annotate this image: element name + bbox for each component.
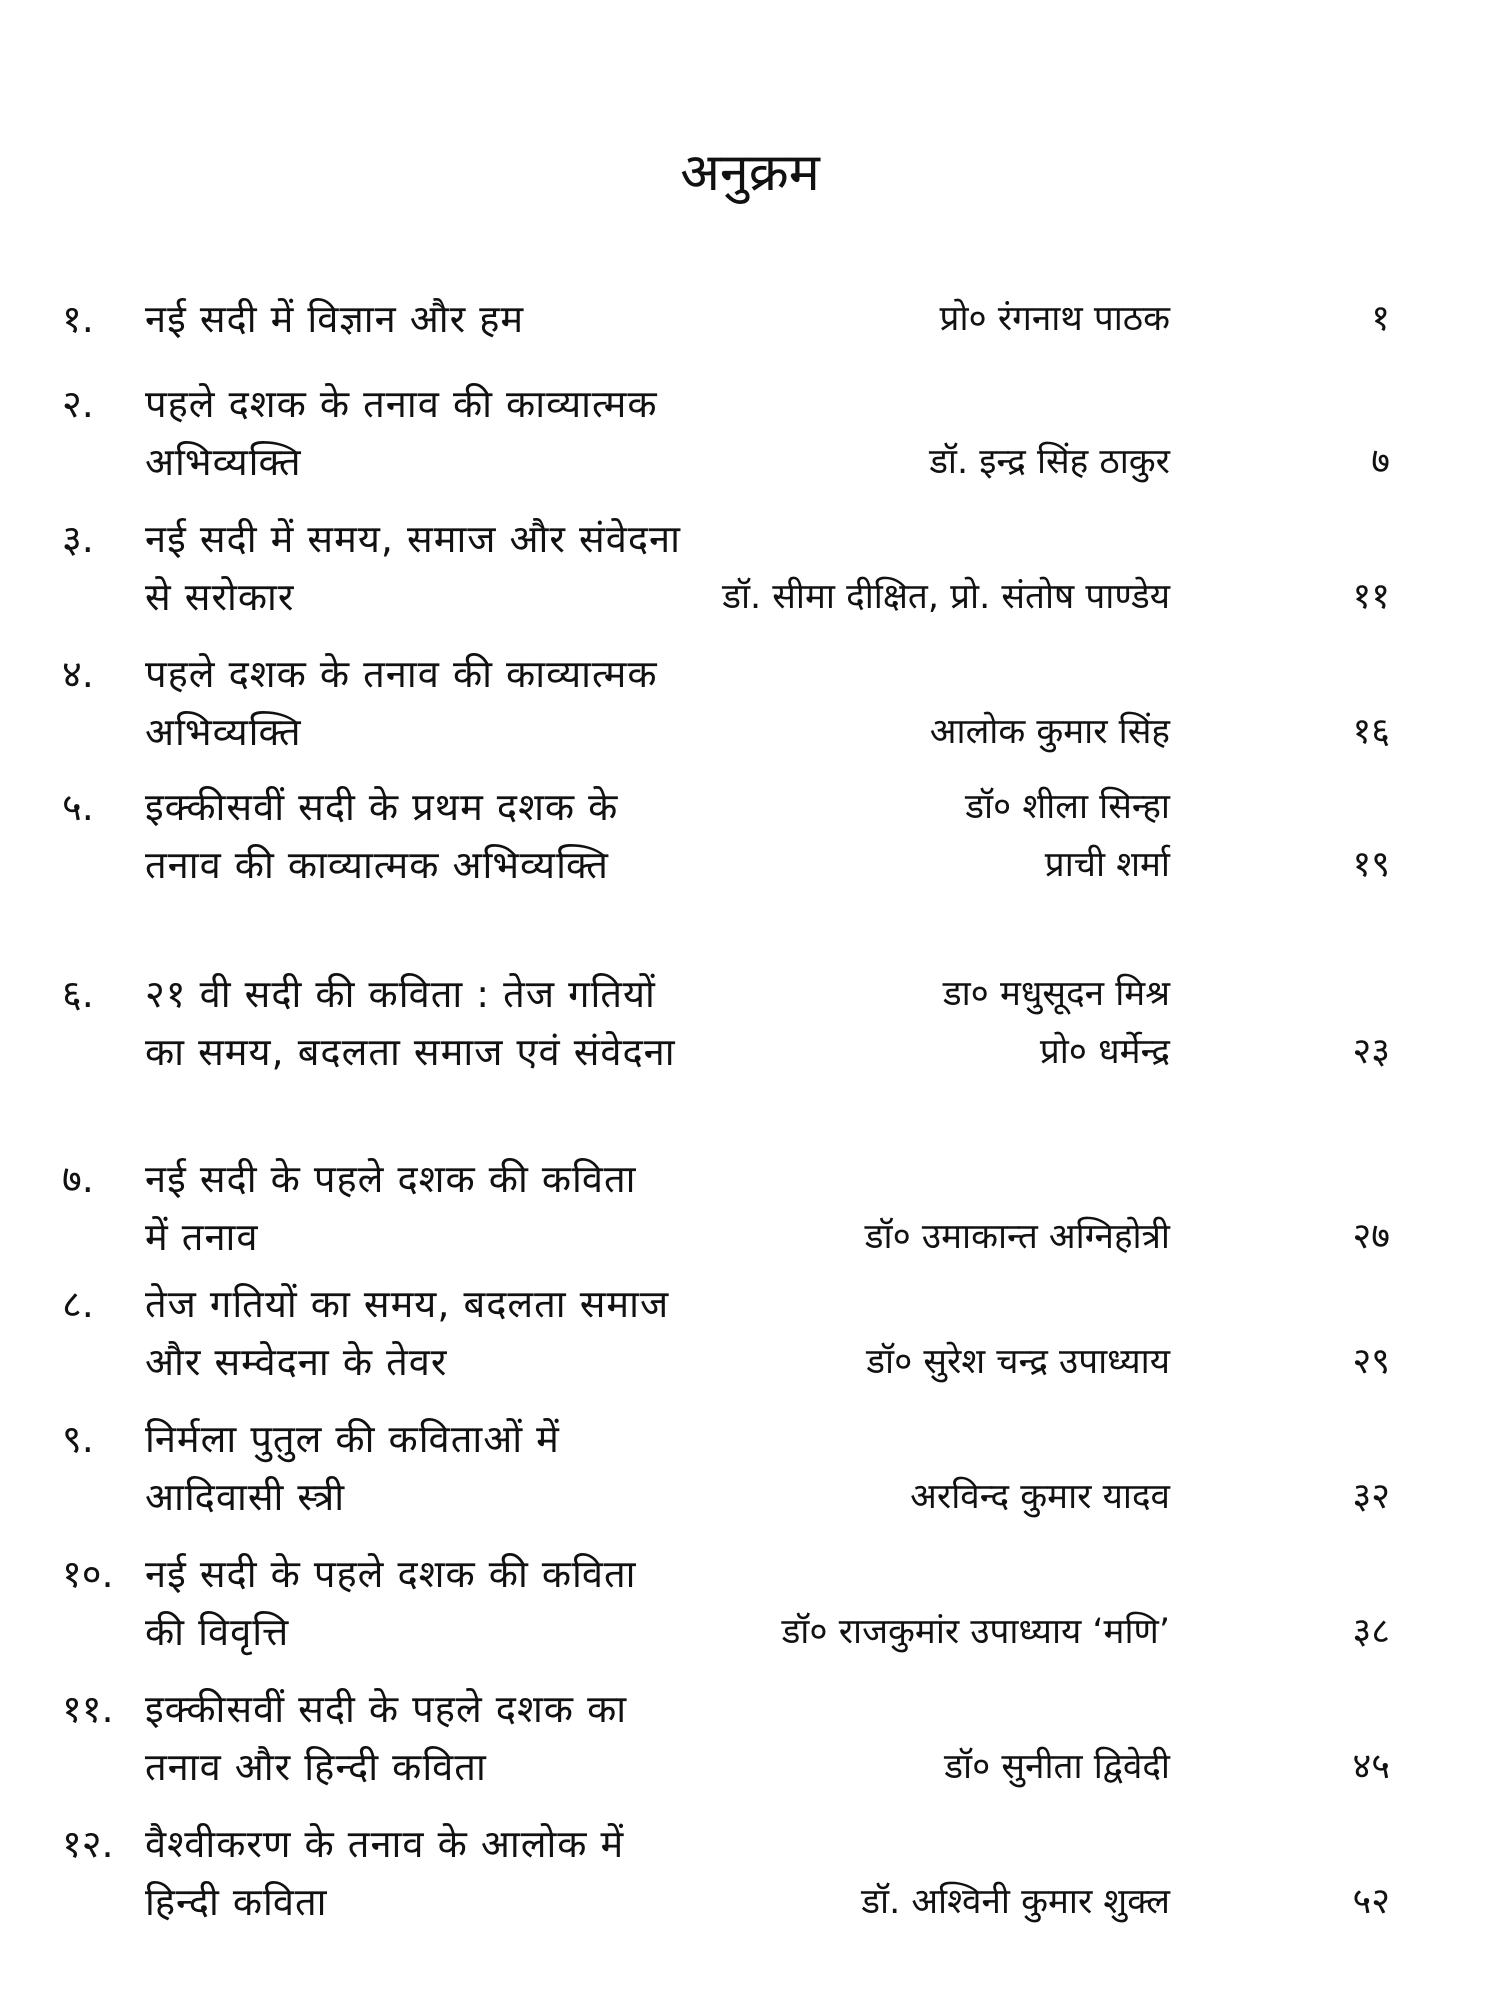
entry-page-number: ५२ <box>1352 1881 1390 1922</box>
entry-title: से सरोकार <box>145 575 295 619</box>
toc-entry-line <box>0 1873 1500 1933</box>
entry-page-number: ३८ <box>1352 1611 1390 1652</box>
entry-number: ९. <box>62 1417 94 1461</box>
toc-entry-line <box>0 1333 1500 1393</box>
entry-author: प्राची शर्मा <box>1044 845 1170 885</box>
toc-entry-line <box>0 1150 1500 1210</box>
entry-number: ५. <box>62 785 94 829</box>
entry-number: १. <box>62 297 94 341</box>
entry-title: तनाव और हिन्दी कविता <box>145 1745 487 1789</box>
entry-title: आदिवासी स्त्री <box>145 1475 346 1519</box>
entry-title: इक्कीसवीं सदी के पहले दशक का <box>145 1687 628 1731</box>
entry-author: प्रो० रंगनाथ पाठक <box>939 299 1170 339</box>
entry-title: नई सदी में विज्ञान और हम <box>145 297 525 341</box>
toc-entry-line <box>0 1410 1500 1470</box>
entry-title: इक्कीसवीं सदी के प्रथम दशक के <box>145 785 619 829</box>
toc-entry-line <box>0 1815 1500 1875</box>
entry-page-number: १ <box>1371 298 1390 339</box>
toc-entry-line <box>0 568 1500 628</box>
entry-number: २. <box>62 382 94 426</box>
toc-entry-line <box>0 433 1500 493</box>
entry-author: प्रो० धर्मेन्द्र <box>1039 1032 1170 1072</box>
entry-number: ११. <box>62 1687 114 1731</box>
entry-author: डॉ० राजकुमांर उपाध्याय ‘मणि’ <box>781 1612 1170 1652</box>
toc-entry-line <box>0 645 1500 705</box>
entry-author: डॉ० शीला सिन्हा <box>965 787 1170 827</box>
entry-author: डॉ. अश्विनी कुमार शुक्ल <box>861 1882 1170 1922</box>
entry-number: ७. <box>62 1157 94 1201</box>
entry-title: का समय, बदलता समाज एवं संवेदना <box>145 1030 676 1074</box>
toc-entry-line <box>0 1738 1500 1798</box>
entry-author: डॉ० सुरेश चन्द्र उपाध्याय <box>866 1342 1170 1382</box>
entry-title: और सम्वेदना के तेवर <box>145 1340 448 1384</box>
entry-author: आलोक कुमार सिंह <box>929 712 1170 752</box>
entry-number: १०. <box>62 1552 114 1596</box>
entry-title: तनाव की काव्यात्मक अभिव्यक्ति <box>145 843 609 887</box>
toc-entry-line <box>0 375 1500 435</box>
toc-entry-line <box>0 1468 1500 1528</box>
entry-title: में तनाव <box>145 1215 259 1259</box>
entry-title: निर्मला पुतुल की कविताओं में <box>145 1417 560 1461</box>
toc-entry-line <box>0 290 1500 350</box>
entry-title: पहले दशक के तनाव की काव्यात्मक <box>145 382 658 426</box>
entry-title: नई सदी के पहले दशक की कविता <box>145 1157 637 1201</box>
entry-title: वैश्वीकरण के तनाव के आलोक में <box>145 1822 625 1866</box>
entry-title: २१ वी सदी की कविता : तेज गतियों <box>145 972 656 1016</box>
entry-number: ४. <box>62 652 94 696</box>
entry-page-number: १६ <box>1352 711 1390 752</box>
entry-title: नई सदी के पहले दशक की कविता <box>145 1552 637 1596</box>
entry-author: डॉ० सुनीता द्विवेदी <box>944 1747 1170 1787</box>
entry-page-number: ३२ <box>1352 1476 1390 1517</box>
entry-number: ६. <box>62 972 94 1016</box>
entry-title: पहले दशक के तनाव की काव्यात्मक <box>145 652 658 696</box>
entry-page-number: ४५ <box>1352 1746 1390 1787</box>
entry-number: ८. <box>62 1282 94 1326</box>
entry-title: तेज गतियों का समय, बदलता समाज <box>145 1282 670 1326</box>
entry-title: नई सदी में समय, समाज और संवेदना <box>145 517 681 561</box>
entry-author: डॉ. इन्द्र सिंह ठाकुर <box>929 442 1170 482</box>
entry-title: अभिव्यक्ति <box>145 710 302 754</box>
entry-page-number: २७ <box>1352 1216 1390 1257</box>
toc-entry-line <box>0 1275 1500 1335</box>
toc-entry-line <box>0 778 1500 838</box>
entry-number: १२. <box>62 1822 114 1866</box>
entry-title: हिन्दी कविता <box>145 1880 328 1924</box>
toc-entry-line <box>0 1545 1500 1605</box>
entry-number: ३. <box>62 517 94 561</box>
entry-page-number: १९ <box>1352 844 1390 885</box>
toc-entry-line <box>0 1023 1500 1083</box>
entry-page-number: ७ <box>1371 441 1390 482</box>
entry-title: की विवृत्ति <box>145 1610 290 1654</box>
entry-title: अभिव्यक्ति <box>145 440 302 484</box>
toc-entry-line <box>0 510 1500 570</box>
toc-entry-line <box>0 703 1500 763</box>
entry-page-number: २३ <box>1352 1031 1390 1072</box>
toc-entry-line <box>0 836 1500 896</box>
toc-entry-line <box>0 1208 1500 1268</box>
toc-entry-line <box>0 1603 1500 1663</box>
page-title: अनुक्रम <box>680 143 820 203</box>
entry-author: डॉ० उमाकान्त अग्निहोत्री <box>864 1217 1170 1257</box>
entry-page-number: ११ <box>1352 576 1390 617</box>
toc-entry-line <box>0 965 1500 1025</box>
entry-author: डॉ. सीमा दीक्षित, प्रो. संतोष पाण्डेय <box>722 577 1170 617</box>
entry-page-number: २९ <box>1352 1341 1390 1382</box>
toc-entry-line <box>0 1680 1500 1740</box>
entry-author: डा० मधुसूदन मिश्र <box>942 974 1170 1014</box>
entry-author: अरविन्द कुमार यादव <box>910 1477 1170 1517</box>
